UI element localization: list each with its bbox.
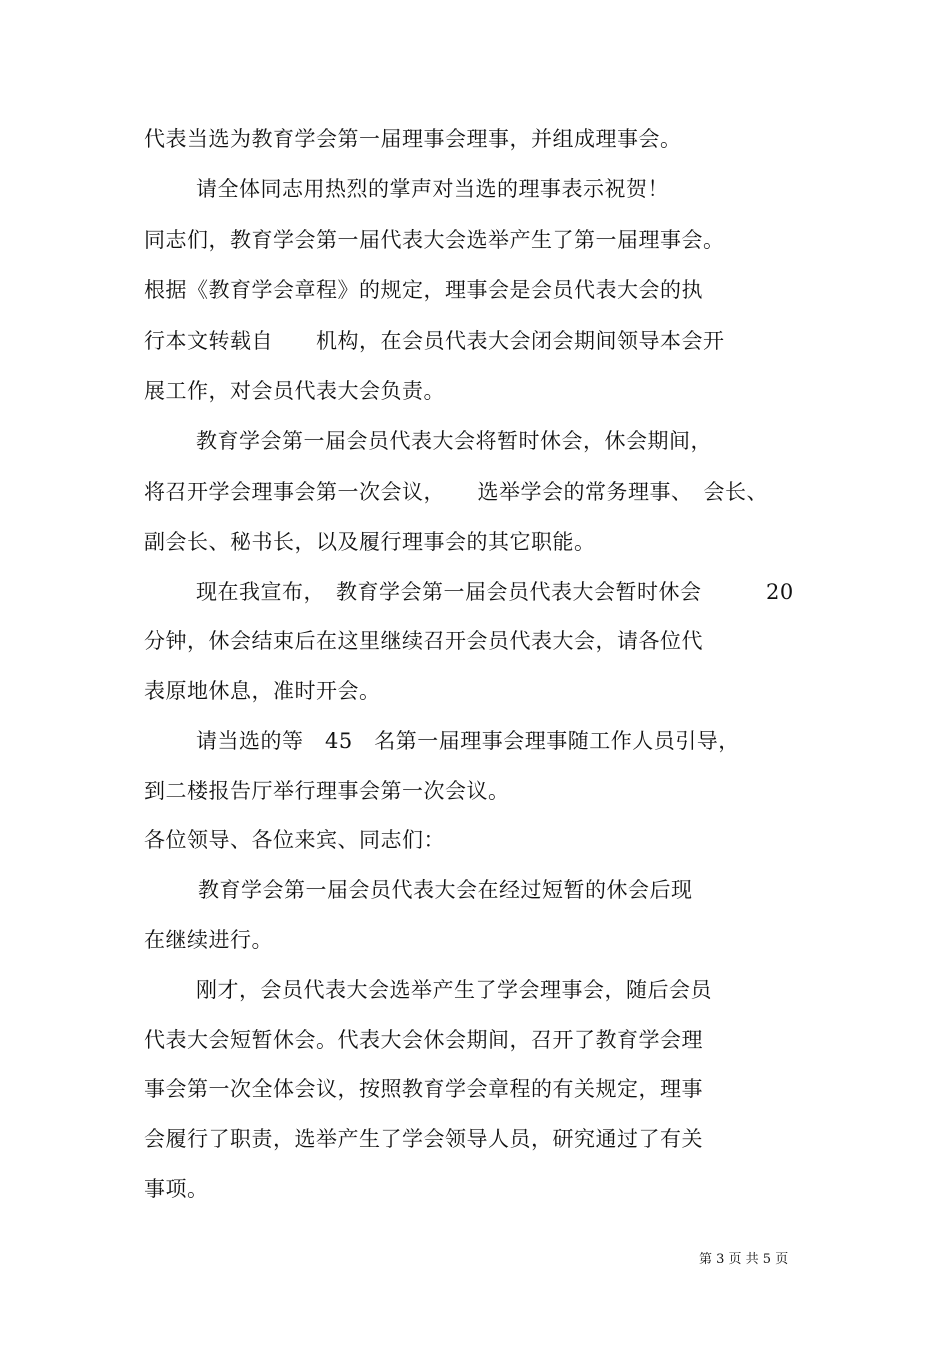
text-line: 各位领导、各位来宾、同志们： bbox=[144, 828, 445, 852]
text-line: 在继续进行。 bbox=[144, 928, 273, 952]
text-line: 教育学会第一届会员代表大会将暂时休会，休会期间， bbox=[196, 429, 712, 453]
text-line: 会履行了职责，选举产生了学会领导人员，研究通过了有关 bbox=[144, 1127, 703, 1151]
page-number: 第 3 页 共 5 页 bbox=[699, 1252, 789, 1267]
text-line: 代表大会短暂休会。代表大会休会期间，召开了教育学会理 bbox=[144, 1028, 703, 1052]
text-line: 表原地休息，准时开会。 bbox=[144, 679, 381, 703]
text-line: 行本文转载自 机构，在会员代表大会闭会期间领导本会开 bbox=[144, 329, 725, 353]
text-line: 根据《教育学会章程》的规定，理事会是会员代表大会的执 bbox=[144, 278, 703, 302]
text-line: 请全体同志用热烈的掌声对当选的理事表示祝贺！ bbox=[196, 177, 669, 201]
text-line: 代表当选为教育学会第一届理事会理事，并组成理事会。 bbox=[144, 127, 682, 151]
text-line: 副会长、秘书长，以及履行理事会的其它职能。 bbox=[144, 530, 596, 554]
text-line: 教育学会第一届会员代表大会在经过短暂的休会后现 bbox=[198, 878, 693, 902]
text-line: 到二楼报告厅举行理事会第一次会议。 bbox=[144, 779, 510, 803]
text-line: 将召开学会理事会第一次会议， 选举学会的常务理事、 会长、 bbox=[144, 480, 768, 504]
text-line: 请当选的等 45 名第一届理事会理事随工作人员引导， bbox=[196, 729, 740, 753]
text-line: 事会第一次全体会议，按照教育学会章程的有关规定，理事 bbox=[144, 1077, 703, 1101]
text-line: 事项。 bbox=[144, 1177, 209, 1201]
text-line: 同志们，教育学会第一届代表大会选举产生了第一届理事会。 bbox=[144, 228, 725, 252]
text-line: 刚才，会员代表大会选举产生了学会理事会，随后会员 bbox=[196, 978, 712, 1002]
text-line: 现在我宣布， 教育学会第一届会员代表大会暂时休会 20 bbox=[196, 580, 794, 604]
text-line: 展工作，对会员代表大会负责。 bbox=[144, 379, 445, 403]
text-line: 分钟，休会结束后在这里继续召开会员代表大会，请各位代 bbox=[144, 629, 703, 653]
